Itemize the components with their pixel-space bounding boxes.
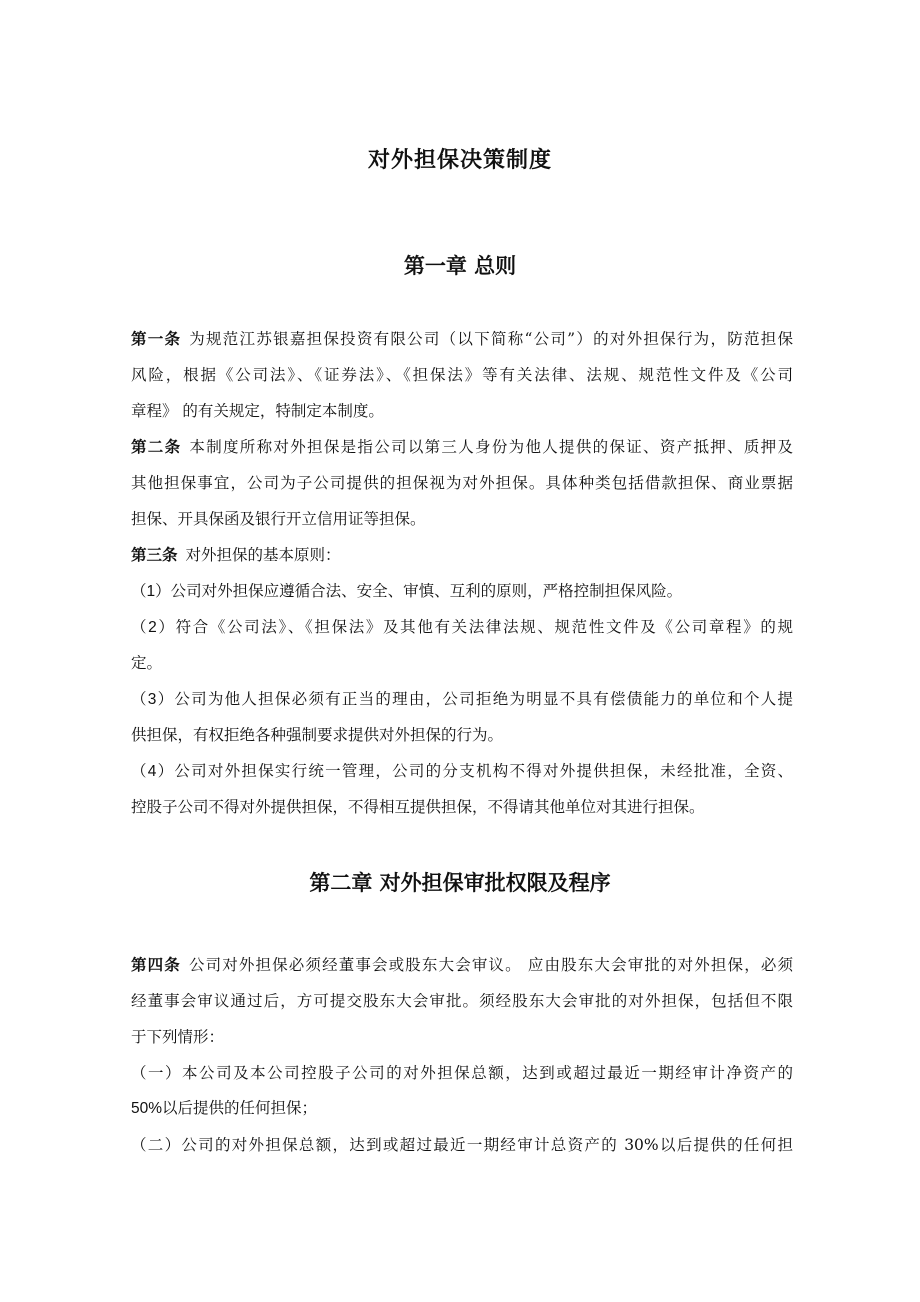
principle-text: 公司对外担保应遵循合法、安全、审慎、互利的原则，严格控制担保风险。 [170, 582, 683, 600]
principle-text: 公司对外担保实行统一管理，公司的分支机构不得对外提供担保，未经批准，全资、 [174, 762, 793, 780]
article-2-label: 第二条 [131, 438, 182, 456]
principle-number: （2） [131, 619, 176, 636]
principle-item-continued: 定。 [131, 654, 163, 672]
article-1-text: 为规范江苏银嘉担保投资有限公司（以下简称“公司”）的对外担保行为，防范担保 [189, 330, 793, 348]
article-1-line: 章程》 的有关规定，特制定本制度。 [131, 402, 384, 420]
article-2-line: 担保、开具保函及银行开立信用证等担保。 [131, 510, 426, 528]
principle-text: 符合《公司法》、《担保法》及其他有关法律法规、规范性文件及《公司章程》的规 [175, 618, 793, 636]
principle-number: （4） [131, 763, 175, 780]
principle-item [131, 609, 793, 645]
principle-number: （3） [131, 691, 175, 708]
chapter-1-heading: 第一章 总则 [403, 254, 517, 278]
article-4-text: 公司对外担保必须经董事会或股东大会审议。 应由股东大会审批的对外担保，必须 [188, 956, 793, 974]
article-1-line [131, 321, 793, 357]
article-4-line [131, 947, 793, 983]
article-1-line: 风险，根据《公司法》、《证券法》、《担保法》等有关法律、法规、规范性文件及《公司 [131, 366, 793, 384]
article-2-text: 本制度所称对外担保是指公司以第三人身份为他人提供的保证、资产抵押、质押及 [189, 438, 793, 456]
principle-text: 公司为他人担保必须有正当的理由，公司拒绝为明显不具有偿债能力的单位和个人提 [174, 690, 793, 708]
chapter-2-heading: 第二章 对外担保审批权限及程序 [309, 871, 611, 895]
chapter-2-body [131, 947, 793, 1163]
principle-item-continued: 供担保，有权拒绝各种强制要求提供对外担保的行为。 [131, 726, 504, 744]
case-item: （二）公司的对外担保总额，达到或超过最近一期经审计总资产的 30%以后提供的任何担 [131, 1136, 793, 1154]
principle-item [131, 573, 793, 609]
article-3-intro: 对外担保的基本原则： [185, 546, 341, 564]
article-4-line: 于下列情形： [131, 1028, 225, 1046]
article-2-line [131, 429, 793, 465]
article-4-line: 经董事会审议通过后，方可提交股东大会审批。须经股东大会审批的对外担保，包括但不限 [131, 992, 793, 1010]
article-4-label: 第四条 [131, 956, 181, 974]
principle-item [131, 681, 793, 717]
chapter-1-body [131, 321, 793, 825]
article-3-label: 第三条 [131, 546, 178, 564]
principle-item [131, 753, 793, 789]
case-item-continued: 50%以后提供的任何担保； [131, 1100, 318, 1117]
article-2-line: 其他担保事宜，公司为子公司提供的担保视为对外担保。具体种类包括借款担保、商业票据 [131, 474, 793, 492]
case-item: （一）本公司及本公司控股子公司的对外担保总额，达到或超过最近一期经审计净资产的 [131, 1064, 793, 1082]
article-3-line [131, 537, 793, 573]
document-title: 对外担保决策制度 [367, 148, 552, 173]
principle-number: （1） [131, 583, 171, 600]
principle-item-continued: 控股子公司不得对外提供担保，不得相互提供担保，不得请其他单位对其进行担保。 [131, 798, 705, 816]
article-1-label: 第一条 [131, 330, 182, 348]
